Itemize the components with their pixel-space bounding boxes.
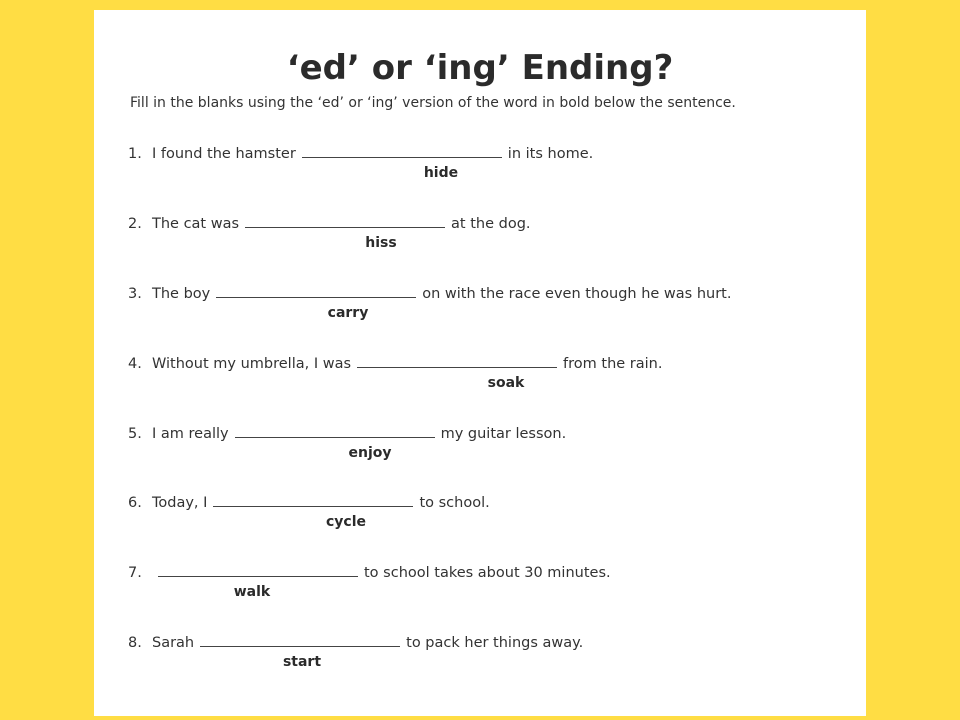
sentence-end: to school. [419, 495, 490, 511]
worksheet-page [94, 10, 866, 716]
answer-blank[interactable] [235, 423, 435, 438]
question-sentence [128, 423, 566, 444]
sentence-end: to school takes about 30 minutes. [364, 565, 611, 581]
question-5 [128, 423, 848, 467]
answer-blank[interactable] [357, 353, 557, 368]
sentence-start: The cat was [152, 216, 240, 232]
sentence-start: The boy [152, 286, 211, 302]
sentence-end: from the rain. [563, 356, 663, 372]
sentence-end: at the dog. [451, 216, 531, 232]
question-sentence [128, 492, 490, 513]
question-number: 8. [128, 635, 142, 651]
question-1 [128, 143, 848, 187]
question-8 [128, 632, 848, 676]
question-3 [128, 283, 848, 327]
question-sentence [128, 353, 662, 374]
sentence-end: my guitar lesson. [440, 426, 567, 442]
question-number: 6. [128, 495, 142, 511]
sentence-end: to pack her things away. [406, 635, 584, 651]
question-6 [128, 492, 848, 536]
question-sentence [128, 283, 731, 304]
question-sentence [128, 143, 593, 164]
sentence-end: in its home. [507, 146, 594, 162]
root-word: hiss [365, 235, 397, 251]
sentence-end: on with the race even though he was hurt. [422, 286, 732, 302]
root-word: carry [327, 305, 369, 321]
question-number: 7. [128, 565, 142, 581]
root-word: cycle [325, 514, 367, 530]
question-number: 5. [128, 426, 142, 442]
sentence-start: Without my umbrella, I was [152, 356, 352, 372]
answer-blank[interactable] [245, 213, 445, 228]
sentence-start: I am really [152, 426, 229, 442]
question-number: 3. [128, 286, 142, 302]
worksheet-title: ‘ed’ or ‘ing’ Ending? [286, 48, 674, 88]
sentence-start: I found the hamster [152, 146, 296, 162]
answer-blank[interactable] [158, 562, 358, 577]
question-number: 4. [128, 356, 142, 372]
question-number: 1. [128, 146, 142, 162]
answer-blank[interactable] [200, 632, 400, 647]
answer-blank[interactable] [302, 143, 502, 158]
question-4 [128, 353, 848, 397]
sentence-start: Today, I [152, 495, 208, 511]
sentence-start: Sarah [152, 635, 195, 651]
question-sentence [128, 562, 611, 583]
answer-blank[interactable] [213, 492, 413, 507]
root-word: soak [487, 375, 525, 391]
question-2 [128, 213, 848, 257]
question-7 [128, 562, 848, 606]
answer-blank[interactable] [216, 283, 416, 298]
question-sentence [128, 632, 583, 653]
question-sentence [128, 213, 531, 234]
root-word: enjoy [348, 445, 392, 461]
root-word: start [282, 654, 322, 670]
question-number: 2. [128, 216, 142, 232]
instructions-text: Fill in the blanks using the ‘ed’ or ‘ing’ version of the word in bold below the sentence. [130, 95, 736, 111]
root-word: hide [423, 165, 459, 181]
root-word: walk [233, 584, 271, 600]
